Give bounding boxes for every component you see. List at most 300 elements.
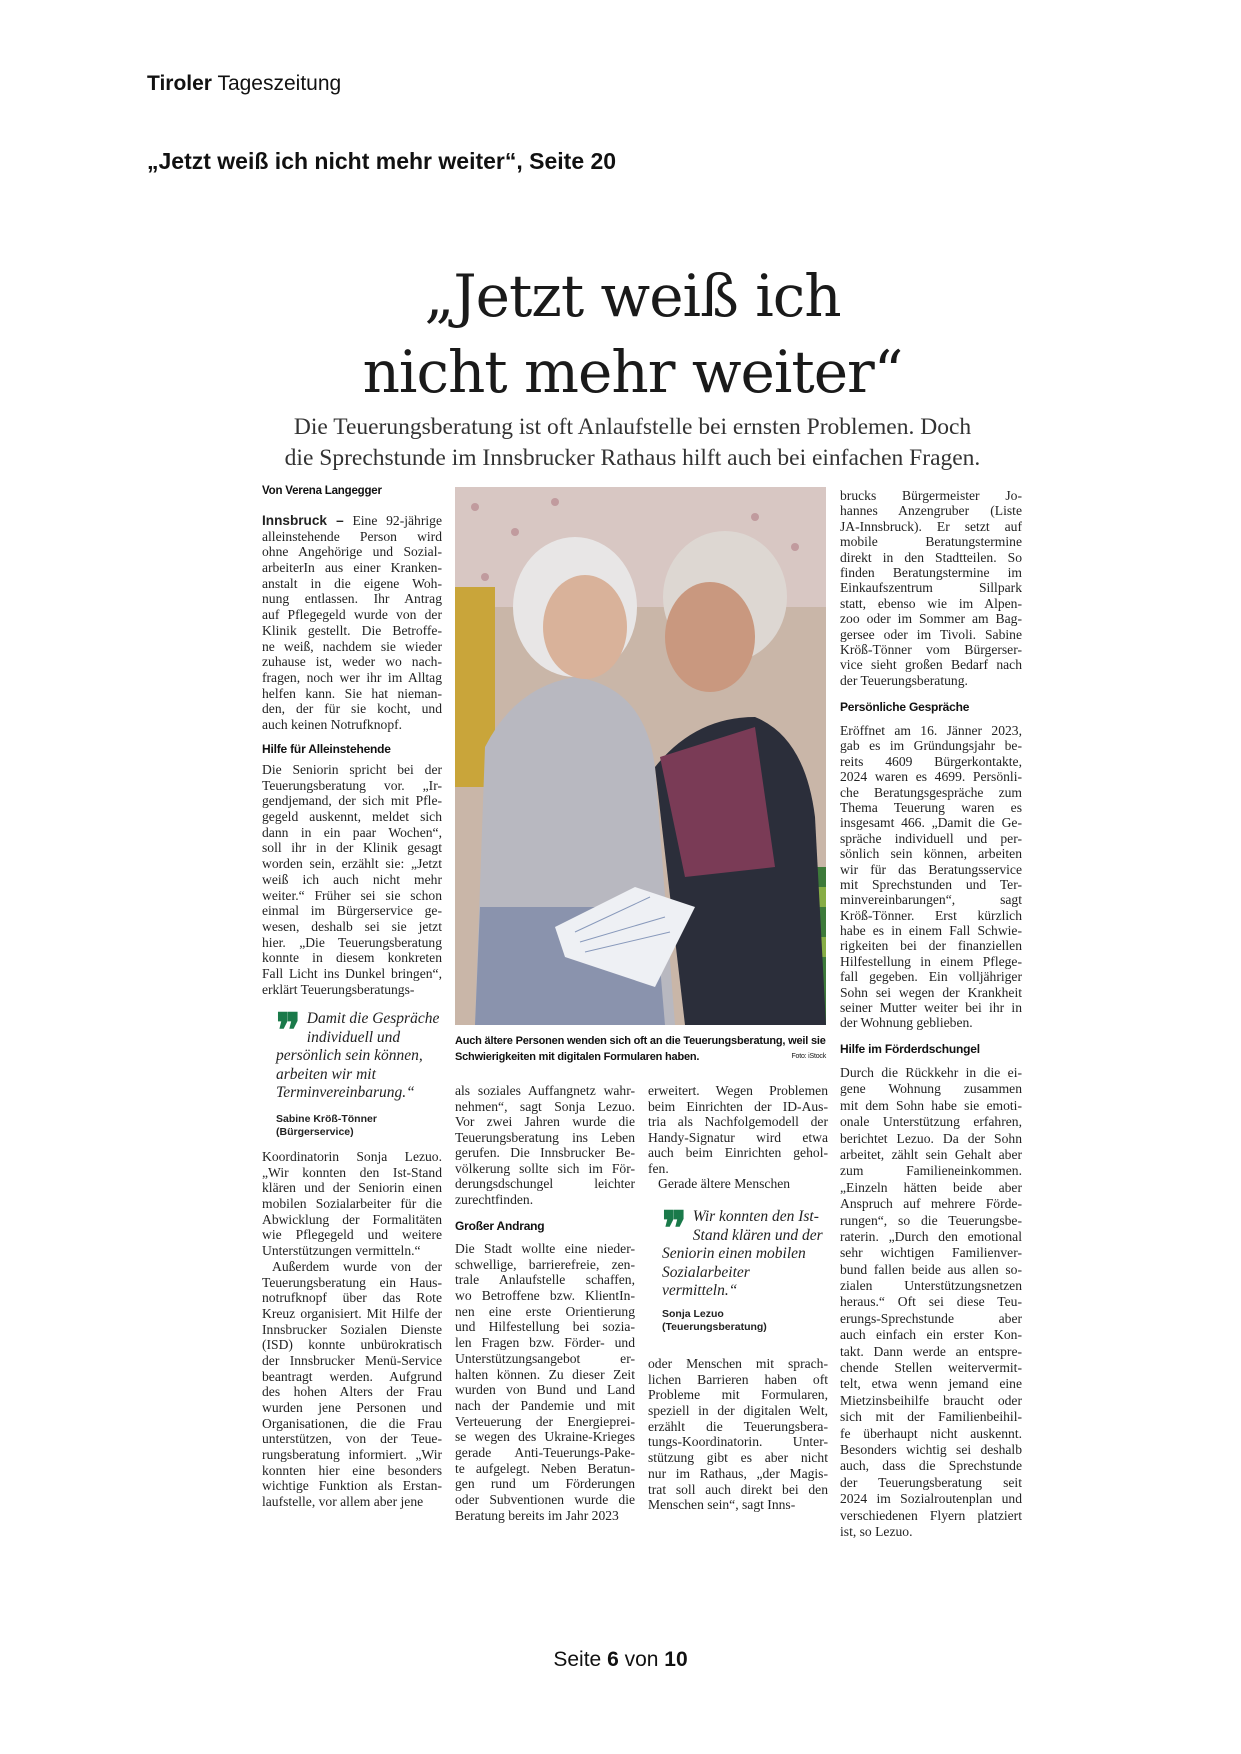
publication-name-bold: Tiroler: [147, 72, 212, 95]
text-line: [840, 862, 1022, 877]
article-text-block: [648, 1083, 828, 1192]
text-line: [840, 815, 1022, 830]
text-line: [840, 627, 1022, 642]
quote-author-role: (Bürgerservice): [276, 1126, 354, 1138]
text-line-content: worden sein, erzählt sie: „Jetzt: [262, 856, 442, 872]
text-line: [455, 1445, 635, 1461]
text-line: [840, 1475, 1022, 1491]
text-line: [648, 1145, 828, 1161]
text-line-content: wurden jene Personen und: [262, 1400, 442, 1415]
text-line: [840, 1114, 1022, 1130]
text-line-content: tria als Nachfolgemodell der: [648, 1114, 828, 1129]
text-line-content: auf Pflegegeld wurde von der: [262, 607, 442, 623]
text-line: [840, 1294, 1022, 1310]
text-line: [648, 1130, 828, 1146]
text-line: [455, 1099, 635, 1115]
publication-name: [147, 72, 341, 96]
text-line: [840, 723, 1022, 738]
text-line: [840, 657, 1022, 672]
text-line: [455, 1161, 635, 1177]
text-line: [840, 1508, 1022, 1524]
text-line: [840, 769, 1022, 784]
text-line-content: Kröß-Tönner vom Bürgerser-: [840, 641, 1022, 657]
text-line-content: (ISD) konnte unbürokratisch: [262, 1337, 442, 1353]
text-line: [262, 982, 442, 998]
text-line-content: gersee oder im Tivoli. Sabine: [840, 626, 1022, 642]
current-page: 6: [607, 1648, 619, 1671]
text-line-content: trale Anlaufstelle schaffen,: [455, 1272, 635, 1288]
text-line-content: direkt in den Stadtteilen. So: [840, 549, 1022, 565]
text-line-content: sehr wichtigen Familienver-: [840, 1245, 1022, 1261]
text-line-content: Probleme mit Formularen,: [648, 1387, 828, 1403]
text-line: [840, 1278, 1022, 1294]
text-line-content: habe es in einem Fall Schwie-: [840, 923, 1022, 939]
article-text-block: [840, 1065, 1022, 1540]
text-line-content: oder Subventionen wurde die: [455, 1492, 635, 1507]
text-line-content: der Teuerungsberatung seit: [840, 1474, 1022, 1490]
quote-attribution: [276, 1113, 377, 1139]
text-line-content: der Teuerungsberatung.: [840, 672, 968, 688]
text-line: [262, 1416, 442, 1432]
text-line: [455, 1130, 635, 1146]
text-line: [840, 892, 1022, 907]
text-line-content: bund fallen beide aus allen so-: [840, 1261, 1022, 1277]
text-line-content: weiter.“ Früher sei sie schon: [262, 887, 442, 903]
text-line-content: der Wohnung geblieben.: [840, 1015, 973, 1031]
text-line-content: wesen, deshalb sei sie jetzt: [262, 918, 442, 934]
text-line: [262, 1431, 442, 1447]
text-line-content: erungs-Sprechstunde aber: [840, 1310, 1022, 1326]
text-line: [840, 580, 1022, 595]
text-line-content: Einkaufszentrum Sillpark: [840, 580, 1022, 596]
text-line: [262, 778, 442, 794]
text-line: [840, 831, 1022, 846]
text-line: [262, 544, 442, 560]
text-line: [648, 1403, 828, 1419]
quote-author: Sabine Kröß-Tönner: [276, 1113, 377, 1125]
text-line-content: hier. „Die Teuerungsberatung: [262, 934, 442, 950]
text-line-content: auch keinen Notrufknopf.: [262, 716, 403, 732]
quote-attribution: [662, 1308, 767, 1334]
text-line-content: anstalt in die eigene Woh-: [262, 575, 442, 591]
text-line-content: chende Stellen weitervermit-: [840, 1360, 1022, 1376]
text-line: [262, 670, 442, 686]
text-line-content: zurechtfinden.: [455, 1191, 534, 1207]
text-line: [455, 1272, 635, 1288]
text-line: [648, 1372, 828, 1388]
text-line: [455, 1257, 635, 1273]
text-line-content: einmal im Bürgerservice ge-: [262, 903, 442, 919]
text-line: [262, 825, 442, 841]
text-line-content: als soziales Auffangnetz wahr-: [455, 1083, 635, 1098]
headline: [0, 258, 1241, 410]
text-line-content: völkerung sollte sich im För-: [455, 1160, 635, 1176]
text-line-content: mobile Beratungstermine: [840, 534, 1022, 550]
section-heading: Persönliche Gespräche: [840, 700, 970, 714]
text-line-content: seiner Mutter weiter bei ihr in: [840, 1000, 1022, 1016]
subhead: [0, 412, 1241, 474]
text-line: [648, 1482, 828, 1498]
text-line-content: sönlich sein können, arbeiten: [840, 846, 1022, 862]
text-line: [840, 1458, 1022, 1474]
text-line-content: und Hilfestellung bei sozia-: [455, 1319, 635, 1335]
text-line: [262, 950, 442, 966]
section-heading: Großer Andrang: [455, 1219, 545, 1233]
text-line: [262, 1447, 442, 1463]
quote-author: Sonja Lezuo: [662, 1308, 724, 1320]
text-line-content: zuhause ist, weder wo nach-: [262, 654, 442, 670]
text-line: [262, 1337, 442, 1353]
text-line-content: Teuerungsberatung ein Haus-: [262, 1274, 442, 1290]
article-text-block: [455, 1083, 635, 1207]
text-line-content: mit Sprechstunden und Ter-: [840, 876, 1022, 892]
text-line: [262, 1369, 442, 1385]
text-line: [840, 1131, 1022, 1147]
text-line-content: wichtige Funktion als Erstan-: [262, 1478, 442, 1494]
text-line-content: reits 4609 Bürgerkontakte,: [840, 753, 1022, 769]
text-line-content: nehmen“, sagt Sonja Lezuo.: [455, 1098, 635, 1114]
text-line-content: Unterstützungsangebot er-: [455, 1350, 635, 1366]
text-line: [455, 1304, 635, 1320]
text-line: [840, 503, 1022, 518]
text-line-content: Vor zwei Jahren wurde die: [455, 1114, 635, 1129]
caption-text: Auch ältere Personen wenden sich oft an die Teuerungsberatung, weil sie Schwierigkeiten mit digitalen Formularen haben.: [455, 1035, 826, 1063]
text-line-content: vice sieht großen Bedarf nach: [840, 657, 1022, 673]
text-line-content: mobilen Sozialarbeiter für die: [262, 1196, 442, 1212]
text-line-content: Sohn sei wegen der Krankheit: [840, 984, 1022, 1000]
text-line: [262, 1259, 442, 1275]
text-line-content: tungs-Koordinatorin. Unter-: [648, 1434, 828, 1450]
text-line: [262, 529, 442, 545]
text-line-content: fen.: [648, 1160, 669, 1176]
text-line-content: „Einzeln hätten beide aber: [840, 1179, 1022, 1195]
text-line: [455, 1367, 635, 1383]
text-line: [455, 1508, 635, 1524]
text-line: [840, 1409, 1022, 1425]
text-line: [262, 639, 442, 655]
article-text-block: [840, 723, 1022, 1031]
text-line: [840, 1327, 1022, 1343]
text-line-content: ohne Angehörige und Sozial-: [262, 544, 442, 560]
text-line-content: auch beim Einrichten gehol-: [648, 1145, 828, 1160]
text-line: [262, 1353, 442, 1369]
text-line-content: Anspruch auf mehrere Förde-: [840, 1196, 1022, 1212]
text-line: [455, 1398, 635, 1414]
pull-quote-text: Wir konnten den Ist-Stand klären und der Seniorin einen mobilen Sozialarbeiter vermitteln.“: [662, 1208, 823, 1299]
text-line-content: derungsdschungel leichter: [455, 1176, 635, 1191]
text-line: [262, 1275, 442, 1291]
text-line-content: se wegen des Ukraine-Krieges: [455, 1429, 635, 1445]
subhead-line: die Sprechstunde im Innsbrucker Rathaus hilft auch bei einfachen Fragen.: [284, 445, 981, 471]
text-line-content: verschiedenen Flyern platziert: [840, 1507, 1022, 1523]
text-line: [840, 488, 1022, 503]
text-line-content: heraus.“ Oft sei diese Teu-: [840, 1294, 1022, 1310]
text-line-content: Eröffnet am 16. Jänner 2023,: [840, 723, 1022, 738]
text-line: [455, 1382, 635, 1398]
text-line: [840, 846, 1022, 861]
text-line-content: nen eine erste Orientierung: [455, 1303, 635, 1319]
text-line: [840, 534, 1022, 549]
text-line-content: Gerade ältere Menschen: [658, 1176, 791, 1191]
text-line-content: auch einfach ein erster Kon-: [840, 1327, 1022, 1343]
text-line: [262, 1306, 442, 1322]
photo-credit: Foto: iStock: [791, 1053, 826, 1060]
text-line: [648, 1466, 828, 1482]
text-line: [455, 1288, 635, 1304]
text-line: [455, 1414, 635, 1430]
text-line-content: finden Beratungstermine im: [840, 564, 1022, 580]
text-line-content: fall gegeben. Ein volljähriger: [840, 969, 1022, 985]
text-line: [262, 1196, 442, 1212]
text-line: [455, 1319, 635, 1335]
text-line: [840, 1213, 1022, 1229]
text-line: [455, 1241, 635, 1257]
text-line-content: nung entlassen. Ihr Antrag: [262, 591, 442, 607]
text-line: [840, 596, 1022, 611]
text-line-content: wurden von Bund und Land: [455, 1382, 635, 1398]
text-line: [455, 1192, 635, 1208]
text-line: [840, 550, 1022, 565]
headline-line: nicht mehr weiter“: [362, 338, 903, 406]
text-line-content: gene Wohnung zusammen: [840, 1081, 1022, 1097]
text-line: [648, 1419, 828, 1435]
article-text-block: [262, 762, 442, 997]
text-line: [648, 1161, 828, 1177]
text-line: [262, 576, 442, 592]
text-line-content: notrufknopf über das Rote: [262, 1290, 442, 1306]
text-line: [262, 560, 442, 576]
text-line: [262, 623, 442, 639]
quote-author-role: (Teuerungsberatung): [662, 1321, 767, 1333]
text-line: [262, 1243, 442, 1259]
text-line-content: Die Stadt wollte eine nieder-: [455, 1241, 635, 1256]
text-line: [262, 888, 442, 904]
text-line-content: Die Seniorin spricht bei der: [262, 762, 442, 777]
text-line-content: gerufen. Die Innsbrucker Be-: [455, 1145, 635, 1160]
text-line-content: gab es im Gründungsjahr be-: [840, 738, 1022, 754]
text-line-content: Unterstützungen vermitteln.“: [262, 1243, 421, 1259]
text-line-content: len Fragen bzw. Förder- und: [455, 1335, 635, 1351]
text-line: [262, 1149, 442, 1165]
text-line-content: laufstelle, vor allem aber jene: [262, 1494, 424, 1510]
page-label: Seite: [553, 1648, 602, 1671]
text-line: [262, 1478, 442, 1494]
text-line-content: den, der für sie kocht, und: [262, 701, 442, 717]
text-line: [840, 1491, 1022, 1507]
text-line: [648, 1356, 828, 1372]
text-line-content: Kreuz organisiert. Mit Hilfe der: [262, 1305, 442, 1321]
text-line-content: Teuerungsberatung ins Leben: [455, 1129, 635, 1145]
text-line-content: erzählt die Teuerungsbera-: [648, 1418, 828, 1434]
text-line-content: nur im Rathaus, „der Magis-: [648, 1465, 828, 1481]
photo-caption: [455, 1033, 826, 1065]
text-line: [840, 1229, 1022, 1245]
text-line-content: sich mit der Familienbeihil-: [840, 1409, 1022, 1425]
text-line: [648, 1083, 828, 1099]
text-line: [262, 1494, 442, 1510]
text-line-content: statt, ebenso wie im Alpen-: [840, 595, 1022, 611]
text-line: [455, 1492, 635, 1508]
pull-quote: [662, 1201, 828, 1301]
text-line-content: hannes Anzengruber (Liste: [840, 503, 1022, 519]
text-line: [840, 1311, 1022, 1327]
text-line-content: oder Menschen mit sprach-: [648, 1356, 828, 1371]
text-line-content: mit dem Sohn habe sie emoti-: [840, 1097, 1022, 1113]
text-line: [840, 1098, 1022, 1114]
text-line: [840, 754, 1022, 769]
text-line-content: erweitert. Wegen Problemen: [648, 1083, 828, 1098]
text-line-content: gerade Anti-Teuerungs-Pake-: [455, 1444, 635, 1460]
text-line: [262, 1165, 442, 1181]
text-line: [840, 938, 1022, 953]
text-line-content: Handy-Signatur wird etwa: [648, 1129, 828, 1145]
text-line-content: rungen“, so die Teuerungsbe-: [840, 1212, 1022, 1228]
text-line-content: halten können. Zu dieser Zeit: [455, 1366, 635, 1382]
text-line: [455, 1476, 635, 1492]
text-line-content: minvereinbarungen“, sagt: [840, 892, 1022, 908]
text-line: [648, 1387, 828, 1403]
text-line: [262, 717, 442, 733]
text-line: [840, 642, 1022, 657]
text-line: [840, 985, 1022, 1000]
text-line: [262, 513, 442, 529]
text-line: [648, 1450, 828, 1466]
text-line: [648, 1099, 828, 1115]
text-line-content: speziell in der digitalen Welt,: [648, 1403, 828, 1419]
dateline: Innsbruck –: [262, 513, 344, 528]
text-line-content: Beratung bereits im Jahr 2023: [455, 1507, 619, 1523]
text-line-content: brucks Bürgermeister Jo-: [840, 488, 1022, 503]
text-line-content: rigkeiten bei der finanziellen: [840, 938, 1022, 954]
text-line: [262, 701, 442, 717]
page-indicator: [0, 1648, 1241, 1672]
text-line: [840, 1000, 1022, 1015]
text-line-content: che Beratungsgespräche zum: [840, 784, 1022, 800]
text-line: [648, 1176, 828, 1192]
text-line: [262, 654, 442, 670]
byline: Von Verena Langegger: [262, 485, 382, 497]
text-line-content: gegeld auskennt, meldet sich: [262, 809, 442, 825]
text-line-content: spräche individuell und per-: [840, 830, 1022, 846]
text-line: [840, 565, 1022, 580]
text-line: [840, 1163, 1022, 1179]
text-line-content: beim Einrichten der ID-Aus-: [648, 1098, 828, 1114]
text-line-content: „Wir konnten den Ist-Stand: [262, 1164, 442, 1180]
text-line-content: ist, so Lezuo.: [840, 1523, 913, 1539]
text-line-content: arbeiterIn aus einer Kranken-: [262, 560, 442, 576]
text-line: [262, 793, 442, 809]
text-line-content: weiß ich auch nicht mehr: [262, 871, 442, 887]
article-text-block: [262, 1149, 442, 1510]
pull-quote-text: Damit die Gespräche individuell und persönlich sein können, arbeiten wir mit Terminvereinbarung.“: [276, 1010, 440, 1101]
text-line-content: beantragt werden. Aufgrund: [262, 1368, 442, 1384]
text-line: [840, 877, 1022, 892]
text-line: [840, 954, 1022, 969]
article-reference: „Jetzt weiß ich nicht mehr weiter“, Seite 20: [147, 148, 617, 174]
text-line-content: stützung gibt es aber nicht: [648, 1450, 828, 1466]
text-line-content: Besonders wichtig sei deshalb: [840, 1441, 1022, 1457]
text-line: [455, 1083, 635, 1099]
text-line: [648, 1434, 828, 1450]
text-line: [262, 1180, 442, 1196]
pull-quote: [276, 1003, 442, 1103]
text-line: [648, 1114, 828, 1130]
text-line: [455, 1145, 635, 1161]
text-line-content: zoo oder im Sommer am Bag-: [840, 611, 1022, 627]
text-line: [262, 935, 442, 951]
text-line-content: Innsbrucker Sozialen Dienste: [262, 1321, 442, 1337]
text-line: [840, 1015, 1022, 1030]
text-line-content: Teuerungsberatung vor. „Ir-: [262, 777, 442, 793]
text-line: [840, 1344, 1022, 1360]
text-line: [262, 1463, 442, 1479]
text-line-content: rungsberatung informiert. „Wir: [262, 1447, 442, 1463]
text-line: [840, 800, 1022, 815]
text-line-content: zum Familieneinkommen.: [840, 1163, 1022, 1179]
text-line-content: zialen Unterstützungsnetzen: [840, 1278, 1022, 1294]
text-line: [262, 809, 442, 825]
text-line-content: unterstützen, von der Teue-: [262, 1431, 442, 1447]
text-line: [840, 519, 1022, 534]
text-line: [840, 1196, 1022, 1212]
article-text-block: [648, 1356, 828, 1513]
text-line-content: wie Pflegegeld und weitere: [262, 1227, 442, 1243]
text-line: [840, 969, 1022, 984]
text-line-content: Abwicklung der Formalitäten: [262, 1211, 442, 1227]
text-line-content: 2024 waren es 4699. Persönli-: [840, 769, 1022, 785]
text-line: [262, 1227, 442, 1243]
text-line-content: Mietzinsbeihilfe braucht oder: [840, 1392, 1022, 1408]
text-line-content: der Innsbrucker Menü-Service: [262, 1352, 442, 1368]
text-line: [840, 1065, 1022, 1081]
article-text-block: [262, 513, 442, 733]
text-line: [262, 686, 442, 702]
text-line-content: te aufgelegt. Neben Beratun-: [455, 1460, 635, 1476]
text-line-content: fe überhaupt nicht auskennt.: [840, 1425, 1022, 1441]
text-line: [455, 1461, 635, 1477]
text-line: [840, 1180, 1022, 1196]
text-line-content: fragen, noch wer ihr im Alltag: [262, 669, 442, 685]
publication-name-rest: Tageszeitung: [217, 72, 342, 95]
text-line-content: wo Betroffene bzw. KlientIn-: [455, 1288, 635, 1304]
text-line-content: soll ihr in der Klinik gesagt: [262, 840, 442, 856]
text-line: [262, 591, 442, 607]
text-line: [455, 1176, 635, 1192]
text-line: [262, 1290, 442, 1306]
text-line-content: wir für das Beratungsservice: [840, 861, 1022, 877]
text-line: [455, 1429, 635, 1445]
text-line: [840, 1147, 1022, 1163]
text-line: [840, 1524, 1022, 1540]
total-pages: 10: [664, 1648, 688, 1671]
text-line-content: raterin. „Durch den emotional: [840, 1228, 1022, 1244]
section-heading: Hilfe für Alleinstehende: [262, 742, 391, 756]
text-line: [648, 1497, 828, 1513]
text-line: [840, 908, 1022, 923]
text-line-content: arbeitet, zählt sein Gehalt aber: [840, 1146, 1022, 1162]
text-line-content: JA-Innsbruck). Er setzt auf: [840, 518, 1022, 534]
text-line-content: dann in ein paar Wochen“,: [262, 824, 442, 840]
text-line-content: Eine 92-jährige: [343, 513, 442, 528]
text-line: [262, 762, 442, 778]
text-line: [840, 1245, 1022, 1261]
text-line-content: helfen kann. Sie hat nieman-: [262, 685, 442, 701]
text-line: [262, 856, 442, 872]
text-line-content: Außerdem wurde von der: [272, 1258, 442, 1274]
text-line: [840, 785, 1022, 800]
page-of: von: [624, 1648, 659, 1671]
text-line: [840, 673, 1022, 688]
